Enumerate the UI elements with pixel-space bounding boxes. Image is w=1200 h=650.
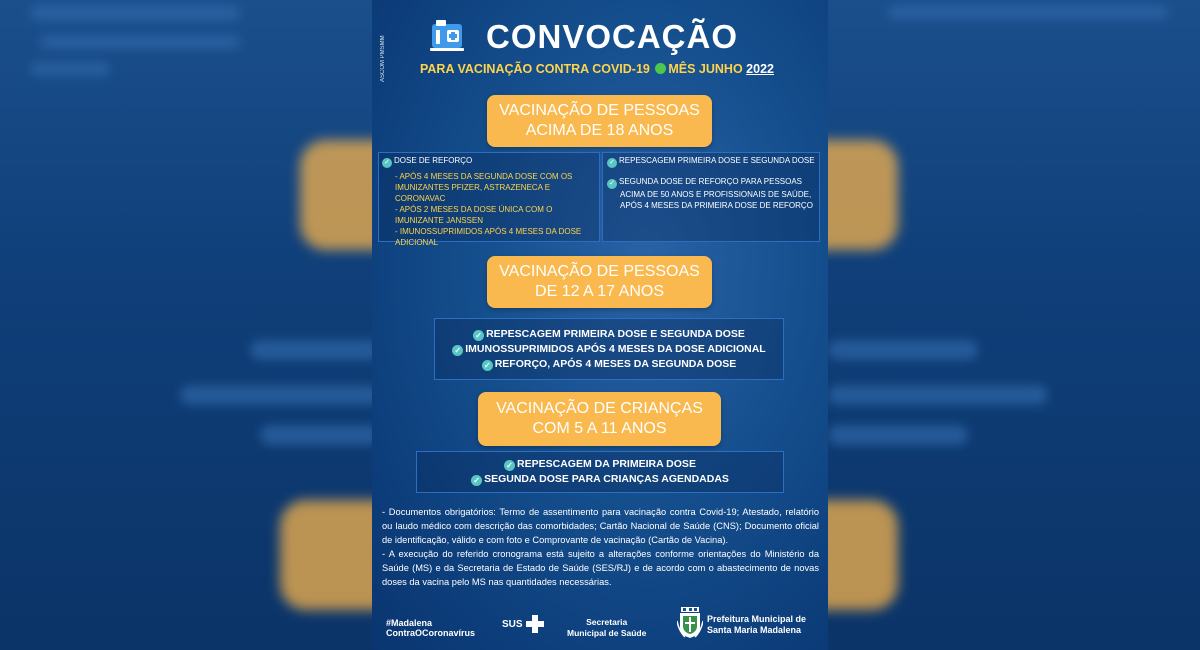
section-adults-title-line2: ACIMA DE 18 ANOS (525, 122, 674, 139)
booster-condition-line: - IMUNOSSUPRIMIDOS APÓS 4 MESES DA DOSE (395, 227, 582, 236)
check-icon: ✓ (452, 345, 463, 356)
children-item-text: REPESCAGEM DA PRIMEIRA DOSE (517, 458, 696, 470)
booster-condition-line: IMUNIZANTE JANSSEN (395, 216, 484, 225)
children-item (417, 472, 783, 487)
booster-condition-line: ADICIONAL (395, 238, 439, 247)
vaccination-poster (372, 0, 828, 650)
section-teens-title (487, 256, 712, 308)
check-icon: ✓ (504, 460, 515, 471)
booster-heading-text: DOSE DE REFORÇO (394, 156, 473, 165)
teens-item-text: IMUNOSSUPRIMIDOS APÓS 4 MESES DA DOSE ADICIONAL (465, 343, 766, 355)
teens-item (435, 342, 783, 357)
booster-condition-line: - APÓS 2 MESES DA DOSE ÚNICA COM O (395, 205, 553, 214)
secretariat-line1: Secretaria (586, 617, 628, 627)
section-adults-left-box (378, 152, 600, 247)
booster-condition-line: - APÓS 4 MESES DA SEGUNDA DOSE COM OS (395, 172, 573, 181)
hashtag-line2: ContraOCoronavírus (386, 628, 476, 638)
poster-subtitle (420, 62, 774, 76)
booster-heading (382, 155, 596, 168)
teens-item-text: REPESCAGEM PRIMEIRA DOSE E SEGUNDA DOSE (486, 328, 745, 340)
check-icon: ✓ (607, 179, 617, 189)
background-right-blur (828, 0, 1200, 650)
section-children-title-line1: VACINAÇÃO DE CRIANÇAS (496, 400, 703, 417)
second-booster-line: APÓS 4 MESES DA PRIMEIRA DOSE DE REFORÇO (620, 201, 813, 210)
city-hall-name (707, 614, 806, 636)
adults-rescue-item (607, 155, 815, 168)
ascom-credit: ASCOM PMSMM (380, 35, 386, 82)
second-booster-line: ACIMA DE 50 ANOS E PROFISSIONAIS DE SAÚDE, (620, 190, 812, 199)
green-dot-icon (655, 63, 666, 74)
health-secretariat (567, 617, 646, 639)
section-children-title (478, 392, 721, 446)
check-icon: ✓ (471, 475, 482, 486)
section-adults-title (487, 95, 712, 147)
sus-cross-icon (525, 614, 545, 634)
check-icon: ✓ (482, 360, 493, 371)
section-adults-right-box (602, 152, 820, 242)
section-teens-box (434, 318, 784, 380)
children-item-text: SEGUNDA DOSE PARA CRIANÇAS AGENDADAS (484, 473, 729, 485)
hashtag (386, 618, 475, 638)
hashtag-line1: #Madalena (386, 618, 433, 628)
check-icon: ✓ (607, 158, 617, 168)
teens-item (435, 327, 783, 342)
required-documents-note: - Documentos obrigatórios: Termo de assentimento para vacinação contra Covid-19; Atestado, relatório ou laudo médico com descrição das comorbidades; Cartão Nacional de Saúde (CNS); Documento oficial de identificação, válido e com foto e Comprovante de vacinação (Cartão de Vacina). (382, 507, 819, 545)
background-left-blur (0, 0, 372, 650)
booster-conditions (382, 171, 596, 248)
city-hall-line2: Santa Maria Madalena (707, 625, 802, 635)
booster-condition-line: IMUNIZANTES PFIZER, ASTRAZENECA E CORONAVAC (395, 183, 551, 203)
check-icon: ✓ (473, 330, 484, 341)
check-icon: ✓ (382, 158, 392, 168)
notes-text (382, 505, 819, 589)
vaccine-kit-icon (430, 18, 466, 52)
section-teens-title-line1: VACINAÇÃO DE PESSOAS (499, 263, 700, 280)
adults-second-booster-item (607, 176, 815, 211)
teens-item-text: REFORÇO, APÓS 4 MESES DA SEGUNDA DOSE (494, 358, 737, 370)
schedule-disclaimer-note: - A execução do referido cronograma está sujeito a alterações conforme orientações do Ministério da Saúde (MS) e da Secretaria de Estado de Saúde (SES/RJ) e de acordo com o abastecimento de novas doses da vacina pelo MS nas quantidades necessárias. (382, 549, 819, 587)
sus-logo (502, 614, 545, 634)
secretariat-line2: Municipal de Saúde (567, 628, 647, 638)
section-teens-title-line2: DE 12 A 17 ANOS (535, 283, 664, 300)
subtitle-month: MÊS JUNHO (668, 62, 743, 76)
poster-title: CONVOCAÇÃO (486, 18, 739, 55)
city-hall-line1: Prefeitura Municipal de (707, 614, 807, 624)
section-children-title-line2: COM 5 A 11 ANOS (532, 420, 667, 437)
adults-rescue-text: REPESCAGEM PRIMEIRA DOSE E SEGUNDA DOSE (619, 156, 815, 165)
second-booster-line: SEGUNDA DOSE DE REFORÇO PARA PESSOAS (619, 177, 803, 186)
children-item (417, 457, 783, 472)
subtitle-year: 2022 (746, 62, 774, 76)
subtitle-prefix: PARA VACINAÇÃO CONTRA COVID-19 (420, 62, 650, 76)
section-children-box (416, 451, 784, 493)
sus-text: SUS (502, 618, 523, 630)
teens-item (435, 357, 783, 372)
municipal-crest-icon (677, 607, 703, 639)
section-adults-title-line1: VACINAÇÃO DE PESSOAS (499, 102, 700, 119)
